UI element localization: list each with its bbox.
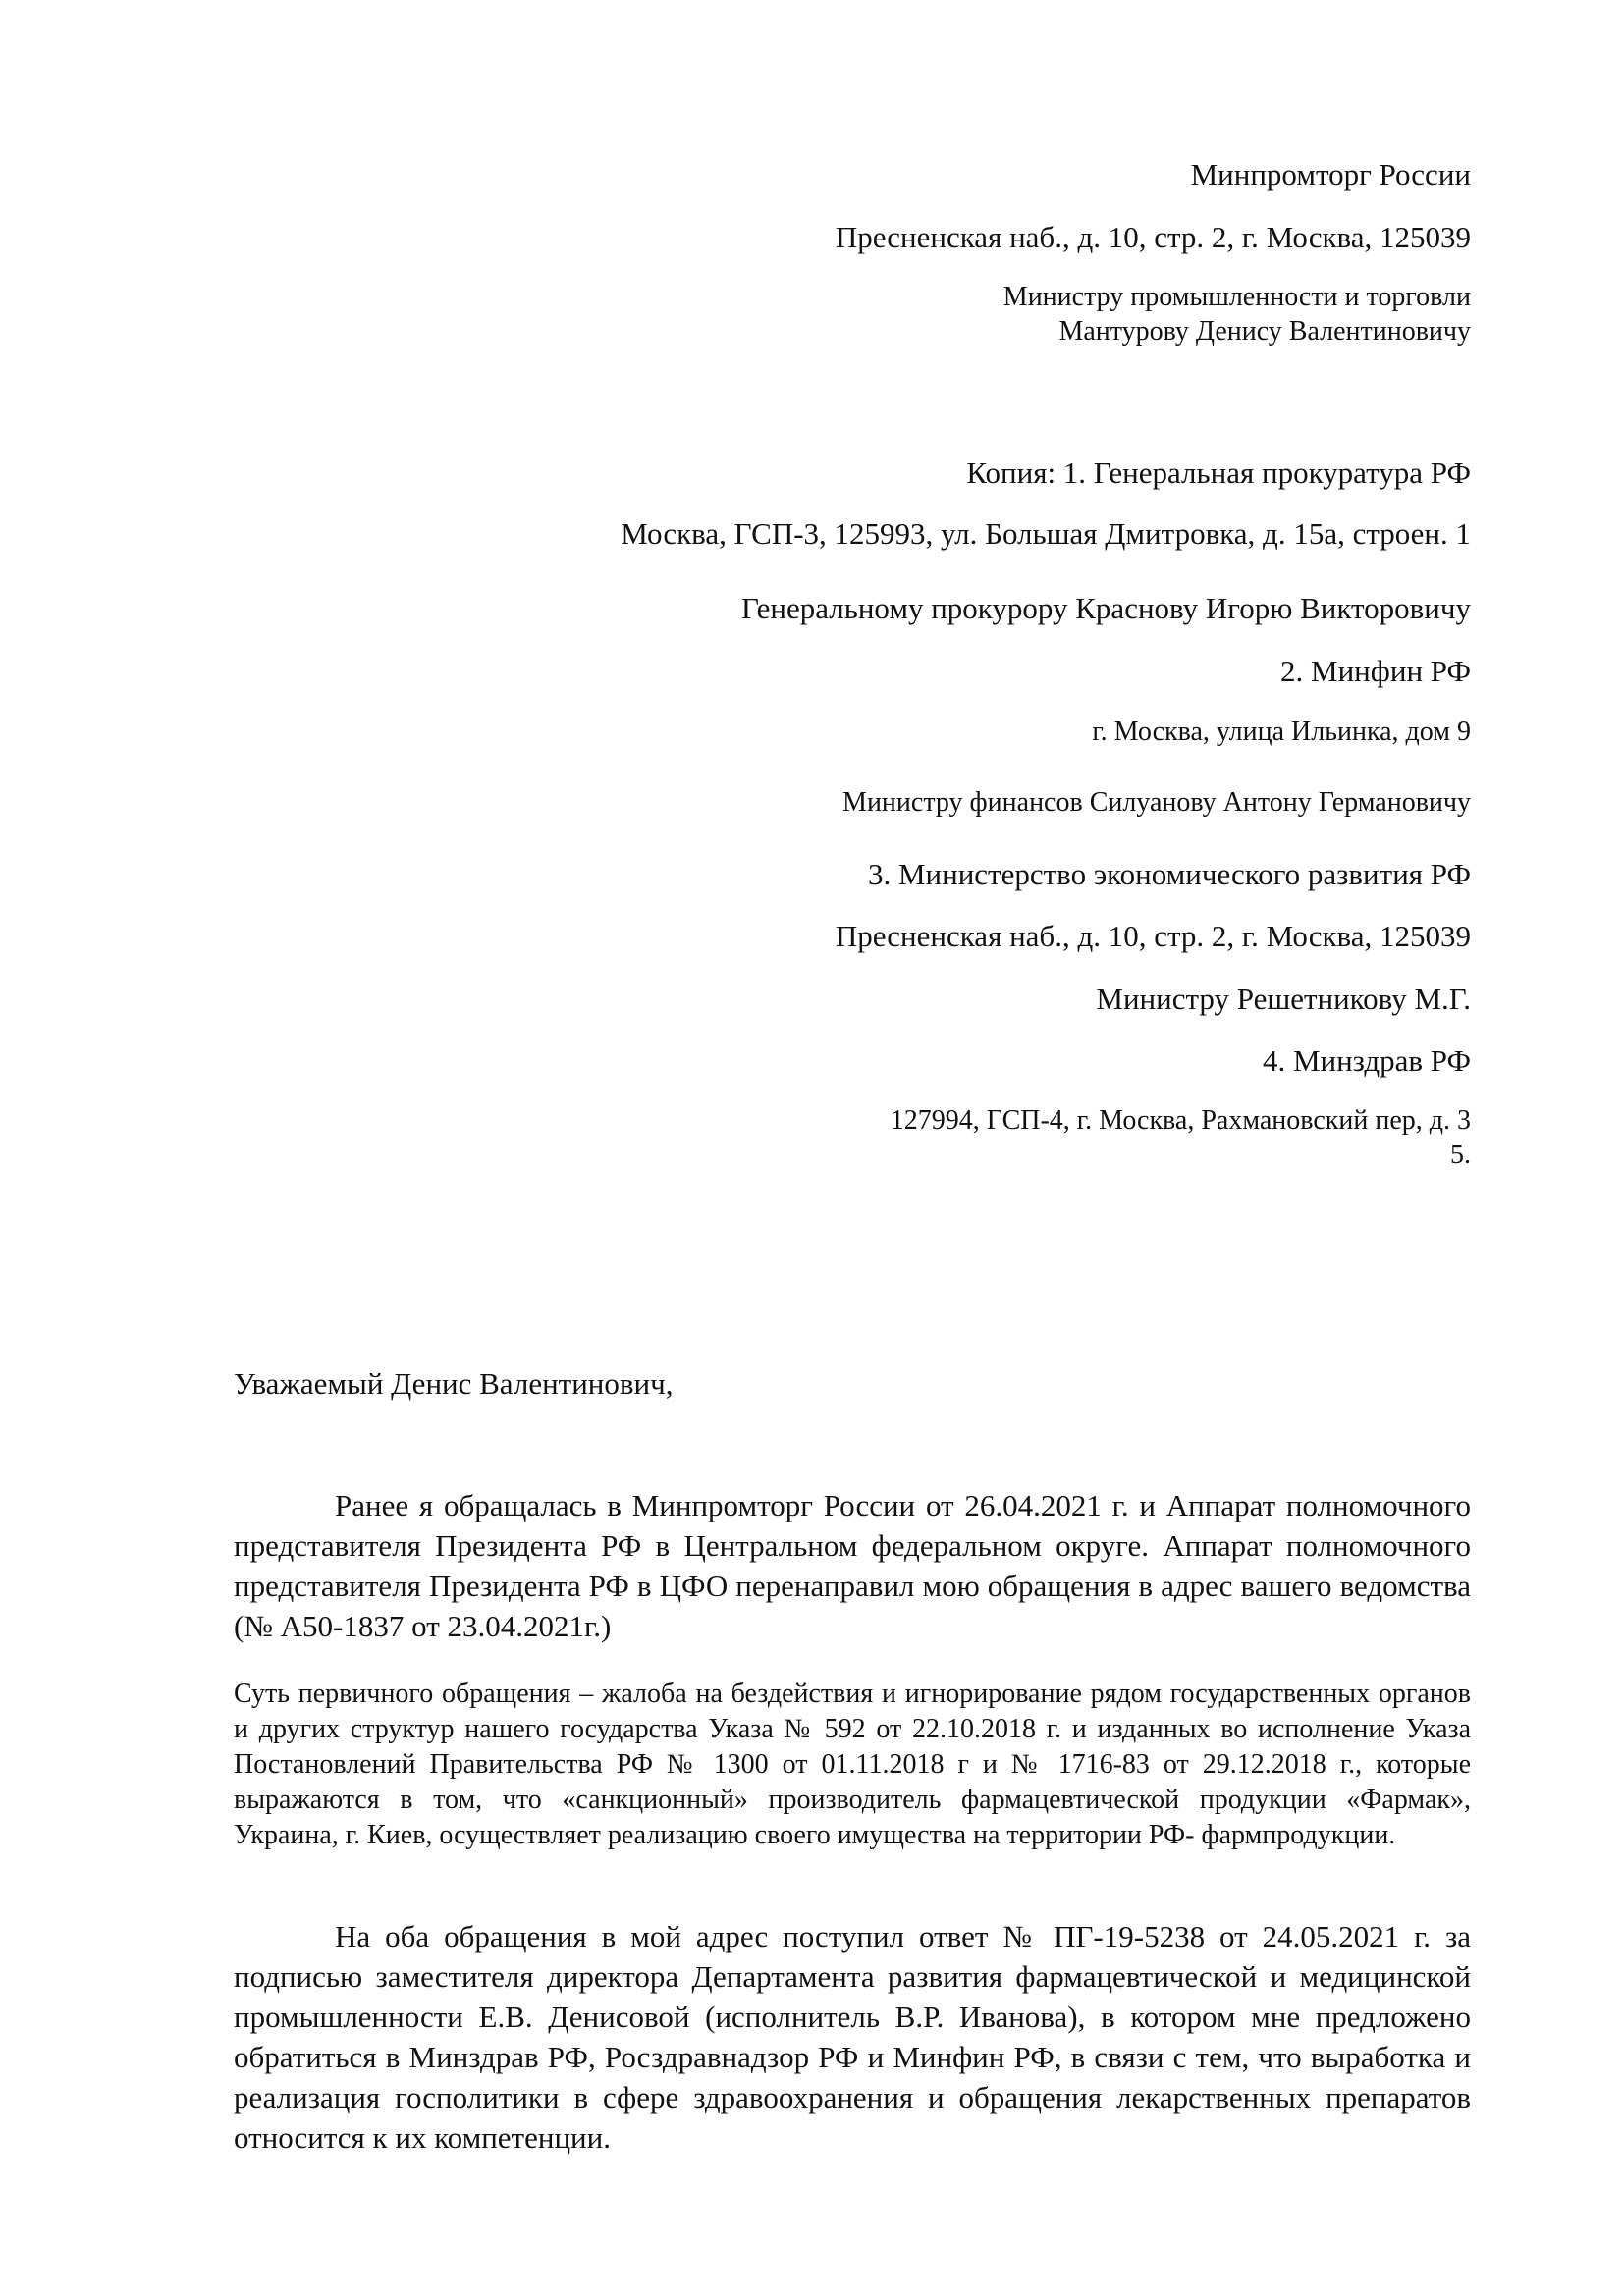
paragraph-3-block bbox=[234, 1916, 1471, 2158]
copy-2-title: 2. Минфин РФ bbox=[1280, 654, 1471, 688]
copy-4-address: 127994, ГСП-4, г. Москва, Рахмановский пер, д. 3 bbox=[890, 1105, 1471, 1136]
recipient-org: Минпромторг России bbox=[1190, 157, 1471, 191]
paragraph-2-block bbox=[234, 1677, 1471, 1853]
recipient-name: Мантурову Денису Валентиновичу bbox=[1058, 316, 1471, 347]
recipient-position: Министру промышленности и торговли bbox=[1002, 282, 1471, 312]
copy-1-title: Копия: 1. Генеральная прокуратура РФ bbox=[966, 455, 1471, 490]
copy-3-address: Пресненская наб., д. 10, стр. 2, г. Москва, 125039 bbox=[835, 919, 1471, 953]
copy-2-address: г. Москва, улица Ильинка, дом 9 bbox=[1092, 717, 1471, 747]
paragraph-3: На оба обращения в мой адрес поступил ответ № ПГ-19-5238 от 24.05.2021 г. за подписью заместителя директора Департамента развития фармацевтической и медицинской промышленности Е.В. Денисовой (исполнитель В.Р. Иванова), в котором мне предложено обратиться в Минздрав РФ, Росздравнадзор РФ и Минфин РФ, в связи с тем, что выработка и реализация госполитики в сфере здравоохранения и обращения лекарственных препаратов относится к их компетенции. bbox=[234, 1919, 1471, 2155]
copy-4-title: 4. Минздрав РФ bbox=[1262, 1043, 1471, 1078]
copy-1-person: Генеральному прокурору Краснову Игорю Викторовичу bbox=[741, 591, 1471, 625]
paragraph-1: Ранее я обращалась в Минпромторг России от 26.04.2021 г. и Аппарат полномочного представителя Президента РФ в Центральном федеральном округе. Аппарат полномочного представителя Президента РФ в ЦФО перенаправил мою обращения в адрес вашего ведомства (№ А50-1837 от 23.04.2021г.) bbox=[234, 1488, 1471, 1643]
paragraph-2: Суть первичного обращения – жалоба на бездействия и игнорирование рядом государственных органов и других структур нашего государства Указа № 592 от 22.10.2018 г. и изданных во исполнение Указа Постановлений Правительства РФ № 1300 от 01.11.2018 г и № 1716-83 от 29.12.2018 г., которые выражаются в том, что «санкционный» производитель фармацевтической продукции «Фармак», Украина, г. Киев, осуществляет реализацию своего имущества на территории РФ- фармпродукции. bbox=[234, 1679, 1471, 1850]
copy-3-title: 3. Министерство экономического развития РФ bbox=[867, 857, 1471, 891]
salutation: Уважаемый Денис Валентинович, bbox=[234, 1366, 674, 1401]
copy-1-address: Москва, ГСП-3, 125993, ул. Большая Дмитровка, д. 15а, строен. 1 bbox=[621, 516, 1471, 551]
copy-3-person: Министру Решетникову М.Г. bbox=[1096, 982, 1471, 1016]
recipient-address: Пресненская наб., д. 10, стр. 2, г. Москва, 125039 bbox=[835, 220, 1471, 254]
paragraph-1-block bbox=[234, 1485, 1471, 1646]
copy-5-title: 5. bbox=[1450, 1140, 1471, 1170]
copy-2-person: Министру финансов Силуанову Антону Германовичу bbox=[842, 787, 1471, 818]
